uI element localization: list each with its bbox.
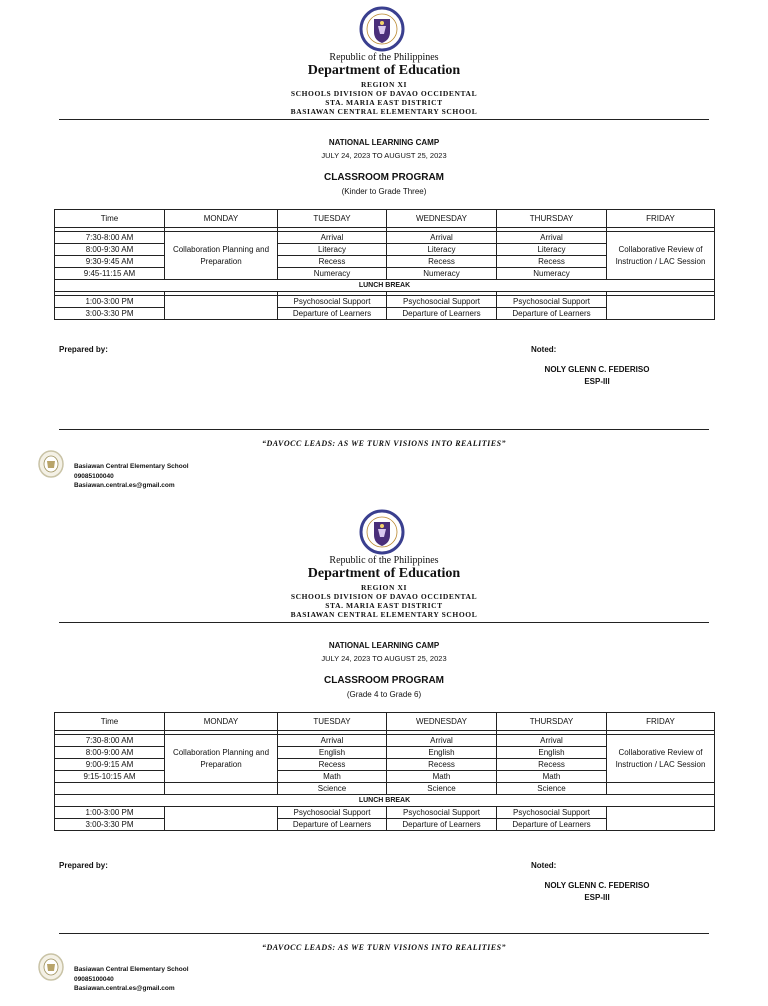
table-row — [55, 296, 715, 308]
activity-cell: Science — [387, 783, 497, 795]
schedule-table — [54, 712, 715, 831]
time-cell — [55, 783, 165, 795]
program-title: CLASSROOM PROGRAM — [324, 172, 444, 183]
signer-position: ESP-III — [584, 377, 610, 386]
activity-cell: Psychosocial Support — [278, 807, 387, 819]
region-label: REGION XI — [360, 583, 408, 592]
program-subtitle: (Grade 4 to Grade 6) — [346, 690, 422, 699]
camp-dates: JULY 24, 2023 TO AUGUST 25, 2023 — [321, 654, 447, 663]
column-header: WEDNESDAY — [387, 210, 497, 228]
republic-label: Republic of the Philippines — [329, 52, 439, 63]
program-subtitle: (Kinder to Grade Three) — [341, 187, 427, 196]
column-header: TUESDAY — [278, 713, 387, 731]
motto-text: “DAVOCC LEADS: AS WE TURN VISIONS INTO REALITIES” — [261, 439, 507, 448]
activity-cell: Numeracy — [497, 268, 607, 280]
time-cell: 3:00-3:30 PM — [55, 819, 165, 831]
activity-cell: Arrival — [278, 232, 387, 244]
footer-email: Basiawan.central.es@gmail.com — [74, 985, 175, 992]
table-row — [55, 807, 715, 819]
time-cell: 7:30-8:00 AM — [55, 232, 165, 244]
time-cell: 9:00-9:15 AM — [55, 759, 165, 771]
prepared-by-label: Prepared by: — [59, 345, 108, 354]
division-label: SCHOOLS DIVISION OF DAVAO OCCIDENTAL — [290, 592, 478, 601]
time-cell: 9:30-9:45 AM — [55, 256, 165, 268]
activity-cell: Science — [278, 783, 387, 795]
activity-cell: Psychosocial Support — [497, 807, 607, 819]
activity-cell: Numeracy — [387, 268, 497, 280]
activity-cell: Literacy — [387, 244, 497, 256]
monday-cell — [165, 783, 278, 795]
activity-cell: Numeracy — [278, 268, 387, 280]
activity-cell: Departure of Learners — [497, 308, 607, 320]
activity-cell: English — [278, 747, 387, 759]
signer-name: NOLY GLENN C. FEDERISO — [544, 881, 650, 890]
camp-title: NATIONAL LEARNING CAMP — [328, 641, 440, 650]
time-cell: 9:15-10:15 AM — [55, 771, 165, 783]
school-logo-icon — [38, 953, 64, 981]
activity-cell: Recess — [278, 759, 387, 771]
noted-label: Noted: — [531, 861, 557, 870]
activity-cell: English — [497, 747, 607, 759]
column-header: Time — [55, 713, 165, 731]
friday-cell: Collaborative Review of Instruction / LAC Session — [607, 735, 715, 783]
republic-label: Republic of the Philippines — [329, 555, 439, 566]
school-label: BASIAWAN CENTRAL ELEMENTARY SCHOOL — [290, 610, 478, 619]
lunch-break-cell: LUNCH BREAK — [55, 795, 715, 807]
column-header: FRIDAY — [607, 713, 715, 731]
lunch-row — [55, 280, 715, 292]
activity-cell: Departure of Learners — [278, 308, 387, 320]
lunch-break-cell: LUNCH BREAK — [55, 280, 715, 292]
table-header-row — [55, 713, 715, 731]
friday-cell — [607, 296, 715, 320]
monday-cell: Collaboration Planning and Preparation — [165, 735, 278, 783]
camp-title: NATIONAL LEARNING CAMP — [328, 138, 440, 147]
signer-position: ESP-III — [584, 893, 610, 902]
header-divider — [59, 119, 709, 120]
time-cell: 3:00-3:30 PM — [55, 308, 165, 320]
friday-cell — [607, 807, 715, 831]
school-logo-icon — [38, 450, 64, 478]
time-cell: 9:45-11:15 AM — [55, 268, 165, 280]
table-row — [55, 735, 715, 747]
monday-cell: Collaboration Planning and Preparation — [165, 232, 278, 280]
time-cell: 1:00-3:00 PM — [55, 296, 165, 308]
table-header-row — [55, 210, 715, 228]
school-label: BASIAWAN CENTRAL ELEMENTARY SCHOOL — [290, 107, 478, 116]
friday-cell — [607, 783, 715, 795]
lunch-row — [55, 795, 715, 807]
district-label: STA. MARIA EAST DISTRICT — [325, 601, 443, 610]
deped-seal-icon — [357, 509, 407, 555]
monday-cell — [165, 807, 278, 831]
column-header: THURSDAY — [497, 210, 607, 228]
camp-dates: JULY 24, 2023 TO AUGUST 25, 2023 — [321, 151, 447, 160]
activity-cell: Departure of Learners — [278, 819, 387, 831]
activity-cell: Arrival — [497, 232, 607, 244]
activity-cell: Recess — [387, 759, 497, 771]
activity-cell: Psychosocial Support — [497, 296, 607, 308]
program-title: CLASSROOM PROGRAM — [324, 675, 444, 686]
activity-cell: Science — [497, 783, 607, 795]
signer-name: NOLY GLENN C. FEDERISO — [544, 365, 650, 374]
activity-cell: Math — [278, 771, 387, 783]
footer-divider — [59, 933, 709, 934]
footer-phone: 09085100040 — [74, 472, 114, 480]
table-row — [55, 232, 715, 244]
activity-cell: Departure of Learners — [387, 308, 497, 320]
footer-school-name: Basiawan Central Elementary School — [74, 966, 189, 973]
activity-cell: English — [387, 747, 497, 759]
footer-email: Basiawan.central.es@gmail.com — [74, 482, 175, 489]
district-label: STA. MARIA EAST DISTRICT — [325, 98, 443, 107]
department-title: Department of Education — [307, 566, 461, 581]
activity-cell: Arrival — [387, 735, 497, 747]
activity-cell: Math — [497, 771, 607, 783]
division-label: SCHOOLS DIVISION OF DAVAO OCCIDENTAL — [290, 89, 478, 98]
time-cell: 8:00-9:00 AM — [55, 747, 165, 759]
activity-cell: Psychosocial Support — [387, 296, 497, 308]
footer-contact — [74, 965, 189, 994]
footer-school-name: Basiawan Central Elementary School — [74, 463, 189, 470]
activity-cell: Departure of Learners — [387, 819, 497, 831]
activity-cell: Arrival — [278, 735, 387, 747]
activity-cell: Math — [387, 771, 497, 783]
column-header: TUESDAY — [278, 210, 387, 228]
page-2 — [0, 503, 768, 1006]
column-header: WEDNESDAY — [387, 713, 497, 731]
activity-cell: Recess — [497, 759, 607, 771]
activity-cell: Departure of Learners — [497, 819, 607, 831]
footer-divider — [59, 429, 709, 430]
table-row — [55, 783, 715, 795]
region-label: REGION XI — [360, 80, 408, 89]
time-cell: 7:30-8:00 AM — [55, 735, 165, 747]
friday-cell: Collaborative Review of Instruction / LAC Session — [607, 232, 715, 280]
activity-cell: Literacy — [278, 244, 387, 256]
footer-contact — [74, 462, 189, 491]
activity-cell: Psychosocial Support — [387, 807, 497, 819]
header-divider — [59, 622, 709, 623]
motto-text: “DAVOCC LEADS: AS WE TURN VISIONS INTO REALITIES” — [261, 943, 507, 952]
time-cell: 1:00-3:00 PM — [55, 807, 165, 819]
schedule-table — [54, 209, 715, 320]
deped-seal-icon — [357, 6, 407, 52]
time-cell: 8:00-9:30 AM — [55, 244, 165, 256]
department-title: Department of Education — [307, 63, 461, 78]
column-header: Time — [55, 210, 165, 228]
activity-cell: Psychosocial Support — [278, 296, 387, 308]
activity-cell: Arrival — [497, 735, 607, 747]
activity-cell: Recess — [387, 256, 497, 268]
footer-phone: 09085100040 — [74, 975, 114, 983]
column-header: MONDAY — [165, 713, 278, 731]
noted-label: Noted: — [531, 345, 557, 354]
activity-cell: Arrival — [387, 232, 497, 244]
monday-cell — [165, 296, 278, 320]
activity-cell: Literacy — [497, 244, 607, 256]
prepared-by-label: Prepared by: — [59, 861, 108, 870]
column-header: FRIDAY — [607, 210, 715, 228]
column-header: THURSDAY — [497, 713, 607, 731]
column-header: MONDAY — [165, 210, 278, 228]
activity-cell: Recess — [278, 256, 387, 268]
activity-cell: Recess — [497, 256, 607, 268]
